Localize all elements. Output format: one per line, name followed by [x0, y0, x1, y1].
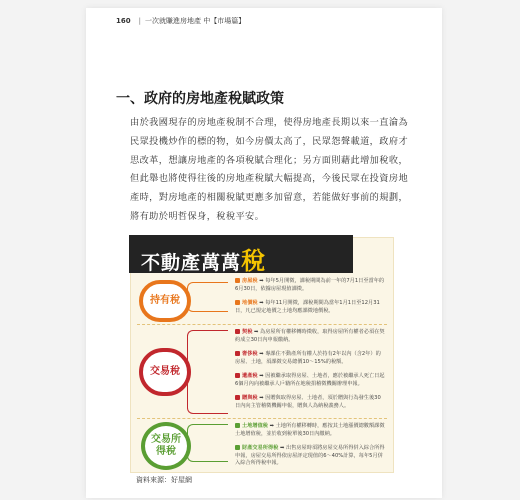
body-paragraph: 由於我國現存的房地產稅制不合理，使得房地產長期以來一直淪為民眾投機炒作的標的物，如今房價太高了，民眾怨聲載道，政府才思改革，想讓房地產的各項稅賦合理化；另方面則藉此增加稅收，但此舉也將使得往後的房地產稅賦大幅提高，今後民眾在投資房地產時，對房地產的相關稅賦更應多加留意，若能做好事前的規劃，將有助於明哲保身，稅稅平安。 — [130, 117, 409, 222]
tax-desc: 因贈與取得房屋、土地者，須於贈與行為發生後30日內向主管稽徵機關申報，贈與人為納稅義務人。 — [235, 395, 381, 409]
book-page — [86, 8, 442, 498]
tax-item-estate-tax: 遺產稅 ➡ 因被繼承取得房屋、土地者，應於被繼承人死亡日起6個月內向被繼承人戶籍所在地稅捐稽徵機關辦理申報。 — [235, 373, 385, 387]
tax-item-gift-tax: 贈與稅 ➡ 因贈與取得房屋、土地者，須於贈與行為發生後30日內向主管稽徵機關申報，贈與人為納稅義務人。 — [235, 395, 381, 409]
tax-name: 財產交易所得稅 — [242, 445, 279, 451]
tax-item-house-tax: 房屋稅 ➡ 每年5月開徵，課稅期間為前一年的7月1日至當年的6月30日，依據房屋現值課徵。 — [235, 278, 385, 292]
tax-name: 契稅 — [242, 329, 253, 335]
circle-holding-tax — [139, 280, 191, 322]
tax-name: 遺產稅 — [242, 373, 258, 379]
infographic-title-emphasis: 稅 — [241, 247, 267, 275]
infographic-title — [141, 241, 266, 276]
tax-desc: 出售房屋時須將房屋交易所得併入綜合所得申報，房屋交易所得依房屋評定現值的6～40%計算，每年5月併入綜合所得稅申報。 — [235, 445, 385, 466]
bullet-icon — [235, 351, 240, 356]
bullet-icon — [235, 395, 240, 400]
tax-item-deed-tax: 契稅 ➡ 為房屋所有權移轉時徵收，取得房屋所有權者必須在契約成立30日內申報繳納。 — [235, 329, 385, 343]
group-divider — [137, 418, 387, 419]
bullet-icon — [235, 373, 240, 378]
bracket-transaction-tax — [187, 330, 228, 414]
tax-name: 地價稅 — [242, 300, 258, 306]
bullet-icon — [235, 329, 240, 334]
source-note: 資料來源：好屋網 — [136, 476, 192, 484]
tax-desc: 為房屋所有權移轉時徵收，取得房屋所有權者必須在契約成立30日內申報繳納。 — [235, 329, 385, 343]
tax-item-land-increment-tax: 土地增值稅 ➡ 土地所有權移轉時，應按其土地漲價總數額課徵土地增值稅，並於收到稅單後30日內繳納。 — [235, 423, 385, 437]
page-number: 160 — [116, 17, 131, 25]
tax-desc: 每年5月開徵，課稅期間為前一年的7月1日至當年的6月30日，依據房屋現值課徵。 — [235, 278, 385, 292]
tax-desc: 因被繼承取得房屋、土地者，應於被繼承人死亡日起6個月內向被繼承人戶籍所在地稅捐稽徵機關辦理申報。 — [235, 373, 385, 387]
section-title: 一、政府的房地產稅賦政策 — [116, 91, 284, 107]
tax-name: 土地增值稅 — [242, 423, 268, 429]
tax-item-property-income-tax: 財產交易所得稅 ➡ 出售房屋時須將房屋交易所得併入綜合所得申報，房屋交易所得依房屋評定現值的6～40%計算，每年5月併入綜合所得稅申報。 — [235, 445, 385, 466]
bullet-icon — [235, 300, 240, 305]
bullet-icon — [235, 278, 240, 283]
running-header — [116, 16, 245, 26]
group-label-income-tax: 交易所得稅 — [151, 434, 181, 457]
tax-desc: 每年11月開徵，課稅期間為當年1月1日至12月31日，凡已規定地價之土地均應課徵地價稅。 — [235, 300, 380, 314]
bracket-income-tax — [187, 424, 228, 462]
group-label-holding-tax: 持有稅 — [150, 295, 180, 306]
infographic-title-text: 不動產萬萬 — [141, 252, 242, 274]
bullet-icon — [235, 445, 240, 450]
infographic-header — [129, 235, 353, 273]
circle-transaction-tax — [139, 348, 191, 396]
circle-income-tax — [141, 422, 191, 470]
tax-desc: 土地所有權移轉時，應按其土地漲價總數額課徵土地增值稅，並於收到稅單後30日內繳納。 — [235, 423, 385, 437]
tax-name: 贈與稅 — [242, 395, 258, 401]
header-separator: | — [138, 17, 141, 25]
group-divider — [137, 324, 387, 325]
tax-desc: 專課住不動產所有權人於持有2年以內（含2年）的房屋、土地，須課徵交易總價10～15%的稅額。 — [235, 351, 381, 365]
group-label-transaction-tax: 交易稅 — [150, 366, 180, 377]
book-title: 一次就賺進房地產 中【市場篇】 — [144, 17, 246, 25]
bullet-icon — [235, 423, 240, 428]
bracket-holding-tax — [187, 282, 228, 312]
tax-item-land-value-tax: 地價稅 ➡ 每年11月開徵，課稅期間為當年1月1日至12月31日，凡已規定地價之土地均應課徵地價稅。 — [235, 300, 380, 314]
tax-name: 奢侈稅 — [242, 351, 258, 357]
tax-infographic — [130, 237, 394, 473]
tax-name: 房屋稅 — [242, 278, 258, 284]
tax-item-luxury-tax: 奢侈稅 ➡ 專課住不動產所有權人於持有2年以內（含2年）的房屋、土地，須課徵交易總價10～15%的稅額。 — [235, 351, 381, 365]
